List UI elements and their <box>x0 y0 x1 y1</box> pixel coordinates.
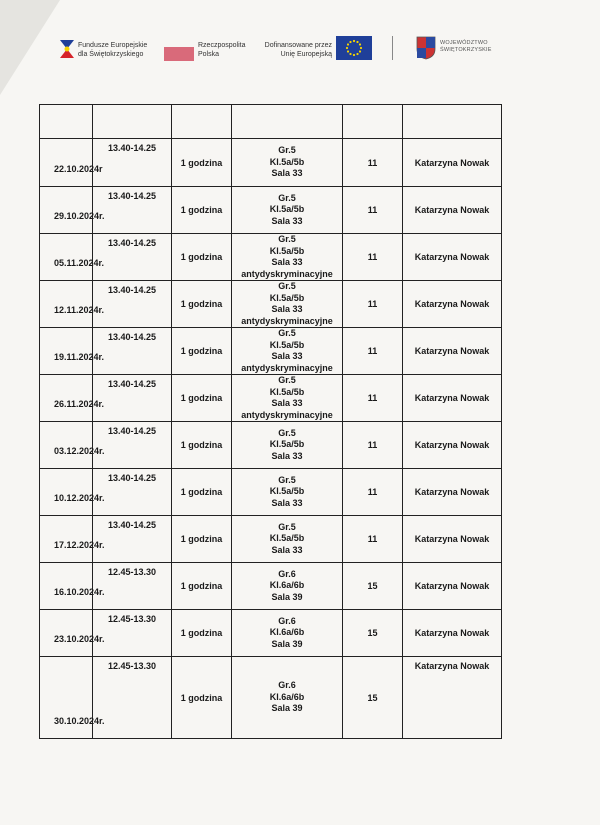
table-row <box>40 281 502 328</box>
date-cell: 22.10.2024r <box>40 139 93 187</box>
group-cell <box>232 516 343 563</box>
fe-logo-icon <box>58 38 76 60</box>
participants-cell: 11 <box>343 281 403 328</box>
hours-cell: 1 godzina <box>172 187 232 234</box>
group-line: Kl.5a/5b <box>269 533 305 544</box>
header-cell <box>172 105 232 139</box>
participants-cell: 11 <box>343 187 403 234</box>
time-cell <box>93 610 172 657</box>
time-text: 13.40-14.25 <box>107 520 157 530</box>
time-cell <box>93 187 172 234</box>
hours-cell: 1 godzina <box>172 563 232 610</box>
time-cell <box>93 328 172 375</box>
hours-cell: 1 godzina <box>172 139 232 187</box>
hours-cell: 1 godzina <box>172 375 232 422</box>
group-cell <box>232 610 343 657</box>
group-line: Kl.5a/5b <box>269 339 305 350</box>
participants-cell: 11 <box>343 422 403 469</box>
teacher-cell: Katarzyna Nowak <box>403 422 502 469</box>
table-row <box>40 610 502 657</box>
group-cell <box>232 187 343 234</box>
group-line: Sala 33 <box>271 351 303 361</box>
teacher-cell: Katarzyna Nowak <box>403 375 502 422</box>
table-row <box>40 328 502 375</box>
group-cell <box>232 139 343 187</box>
date-cell: 10.12.2024r. <box>40 469 93 516</box>
header-cell <box>403 105 502 139</box>
fe-logo <box>58 36 178 66</box>
group-line: Kl.6a/6b <box>269 580 305 591</box>
header-cell <box>93 105 172 139</box>
table-row <box>40 469 502 516</box>
time-text: 13.40-14.25 <box>107 426 157 436</box>
group-line: Sala 33 <box>271 544 303 555</box>
teacher-cell: Katarzyna Nowak <box>403 469 502 516</box>
group-line: Kl.5a/5b <box>269 156 305 167</box>
participants-cell: 15 <box>343 610 403 657</box>
group-line: Sala 39 <box>271 591 303 602</box>
sw-logo-line2: ŚWIĘTOKRZYSKIE <box>440 47 492 53</box>
table-row <box>40 657 502 739</box>
hours-cell: 1 godzina <box>172 328 232 375</box>
header-cell <box>40 105 93 139</box>
teacher-cell: Katarzyna Nowak <box>403 328 502 375</box>
group-line: Sala 33 <box>271 215 303 226</box>
group-line: antydyskryminacyjne <box>241 362 333 373</box>
pl-flag-icon <box>164 47 194 61</box>
hours-cell: 1 godzina <box>172 657 232 739</box>
group-line: Sala 33 <box>271 497 303 508</box>
table-row <box>40 516 502 563</box>
group-cell <box>232 469 343 516</box>
time-text: 12.45-13.30 <box>107 661 157 671</box>
group-line: Gr.5 <box>278 427 296 438</box>
table-header-row <box>40 105 502 139</box>
time-cell <box>93 234 172 281</box>
rp-logo-line2: Polska <box>198 51 220 58</box>
time-cell <box>93 139 172 187</box>
participants-cell: 11 <box>343 516 403 563</box>
time-text: 12.45-13.30 <box>107 614 157 624</box>
group-line: Kl.5a/5b <box>269 439 305 450</box>
teacher-cell: Katarzyna Nowak <box>403 516 502 563</box>
date-cell: 23.10.2024r. <box>40 610 93 657</box>
hours-cell: 1 godzina <box>172 516 232 563</box>
participants-cell: 15 <box>343 563 403 610</box>
eu-logo-line2: Unię Europejską <box>280 51 332 58</box>
participants-cell: 11 <box>343 328 403 375</box>
hours-cell: 1 godzina <box>172 610 232 657</box>
group-line: Sala 33 <box>271 304 303 314</box>
participants-cell: 11 <box>343 469 403 516</box>
group-line: Gr.5 <box>278 375 296 385</box>
teacher-cell: Katarzyna Nowak <box>403 281 502 328</box>
table-row <box>40 187 502 234</box>
teacher-cell: Katarzyna Nowak <box>403 563 502 610</box>
teacher-cell: Katarzyna Nowak <box>403 610 502 657</box>
group-line: Gr.5 <box>278 145 296 156</box>
group-cell <box>232 375 343 422</box>
time-text: 13.40-14.25 <box>107 143 157 153</box>
teacher-cell: Katarzyna Nowak <box>403 657 502 739</box>
group-line: antydyskryminacyjne <box>241 315 333 326</box>
participants-cell: 15 <box>343 657 403 739</box>
group-line: antydyskryminacyjne <box>241 409 333 420</box>
schedule-table <box>39 104 502 739</box>
table-row <box>40 139 502 187</box>
rp-logo-line1: Rzeczpospolita <box>198 42 246 49</box>
hours-cell: 1 godzina <box>172 422 232 469</box>
participants-cell: 11 <box>343 375 403 422</box>
group-line: Kl.6a/6b <box>269 627 305 638</box>
teacher-cell: Katarzyna Nowak <box>403 187 502 234</box>
logo-separator <box>392 36 393 60</box>
group-line: Kl.5a/5b <box>269 245 305 256</box>
table-row <box>40 375 502 422</box>
eu-flag-icon <box>336 36 372 60</box>
group-line: Sala 33 <box>271 257 303 267</box>
group-line: Sala 33 <box>271 450 303 461</box>
date-cell: 12.11.2024r. <box>40 281 93 328</box>
group-cell <box>232 657 343 739</box>
page-corner-fold <box>0 0 60 95</box>
hours-cell: 1 godzina <box>172 234 232 281</box>
participants-cell: 11 <box>343 139 403 187</box>
time-cell <box>93 281 172 328</box>
date-cell: 19.11.2024r. <box>40 328 93 375</box>
eu-logo-line1: Dofinansowane przez <box>264 42 332 49</box>
time-cell <box>93 657 172 739</box>
rp-logo <box>164 36 244 66</box>
group-line: Sala 39 <box>271 703 303 714</box>
logo-bar <box>58 36 508 68</box>
swietokrzyskie-logo <box>416 36 516 66</box>
group-line: Gr.5 <box>278 281 296 291</box>
group-line: Gr.6 <box>278 568 296 579</box>
time-cell <box>93 516 172 563</box>
time-cell <box>93 563 172 610</box>
header-cell <box>232 105 343 139</box>
group-cell <box>232 234 343 281</box>
group-line: Gr.5 <box>278 192 296 203</box>
fe-logo-line1: Fundusze Europejskie <box>78 42 148 49</box>
group-line: Kl.5a/5b <box>269 386 305 397</box>
table-row <box>40 234 502 281</box>
group-line: Sala 33 <box>271 168 303 179</box>
group-line: antydyskryminacyjne <box>241 268 333 279</box>
time-cell <box>93 422 172 469</box>
group-line: Gr.5 <box>278 474 296 485</box>
group-line: Gr.6 <box>278 680 296 691</box>
group-line: Gr.5 <box>278 521 296 532</box>
group-line: Kl.5a/5b <box>269 292 305 303</box>
group-line: Sala 33 <box>271 398 303 408</box>
date-cell: 29.10.2024r. <box>40 187 93 234</box>
group-line: Gr.5 <box>278 328 296 338</box>
group-line: Gr.6 <box>278 615 296 626</box>
group-cell <box>232 281 343 328</box>
group-line: Sala 39 <box>271 638 303 649</box>
teacher-cell: Katarzyna Nowak <box>403 139 502 187</box>
date-cell: 03.12.2024r. <box>40 422 93 469</box>
date-cell: 30.10.2024r. <box>40 657 93 739</box>
time-text: 12.45-13.30 <box>107 567 157 577</box>
group-cell <box>232 563 343 610</box>
participants-cell: 11 <box>343 234 403 281</box>
schedule-table-body <box>40 105 502 739</box>
group-cell <box>232 328 343 375</box>
swietokrzyskie-crest-icon <box>416 36 436 60</box>
hours-cell: 1 godzina <box>172 469 232 516</box>
date-cell: 17.12.2024r. <box>40 516 93 563</box>
time-cell <box>93 375 172 422</box>
time-text: 13.40-14.25 <box>107 379 157 389</box>
group-line: Gr.5 <box>278 234 296 244</box>
table-row <box>40 563 502 610</box>
teacher-cell: Katarzyna Nowak <box>403 234 502 281</box>
table-row <box>40 422 502 469</box>
group-line: Kl.6a/6b <box>269 691 305 702</box>
time-text: 13.40-14.25 <box>107 473 157 483</box>
header-cell <box>343 105 403 139</box>
time-cell <box>93 469 172 516</box>
group-cell <box>232 422 343 469</box>
sw-logo-line1: WOJEWÓDZTWO <box>440 40 488 46</box>
group-line: Kl.5a/5b <box>269 204 305 215</box>
group-line: Kl.5a/5b <box>269 486 305 497</box>
time-text: 13.40-14.25 <box>107 191 157 201</box>
hours-cell: 1 godzina <box>172 281 232 328</box>
time-text: 13.40-14.25 <box>107 285 157 295</box>
date-cell: 16.10.2024r. <box>40 563 93 610</box>
date-cell: 05.11.2024r. <box>40 234 93 281</box>
date-cell: 26.11.2024r. <box>40 375 93 422</box>
time-text: 13.40-14.25 <box>107 332 157 342</box>
time-text: 13.40-14.25 <box>107 238 157 248</box>
fe-logo-line2: dla Świętokrzyskiego <box>78 51 144 58</box>
eu-logo <box>262 36 382 66</box>
